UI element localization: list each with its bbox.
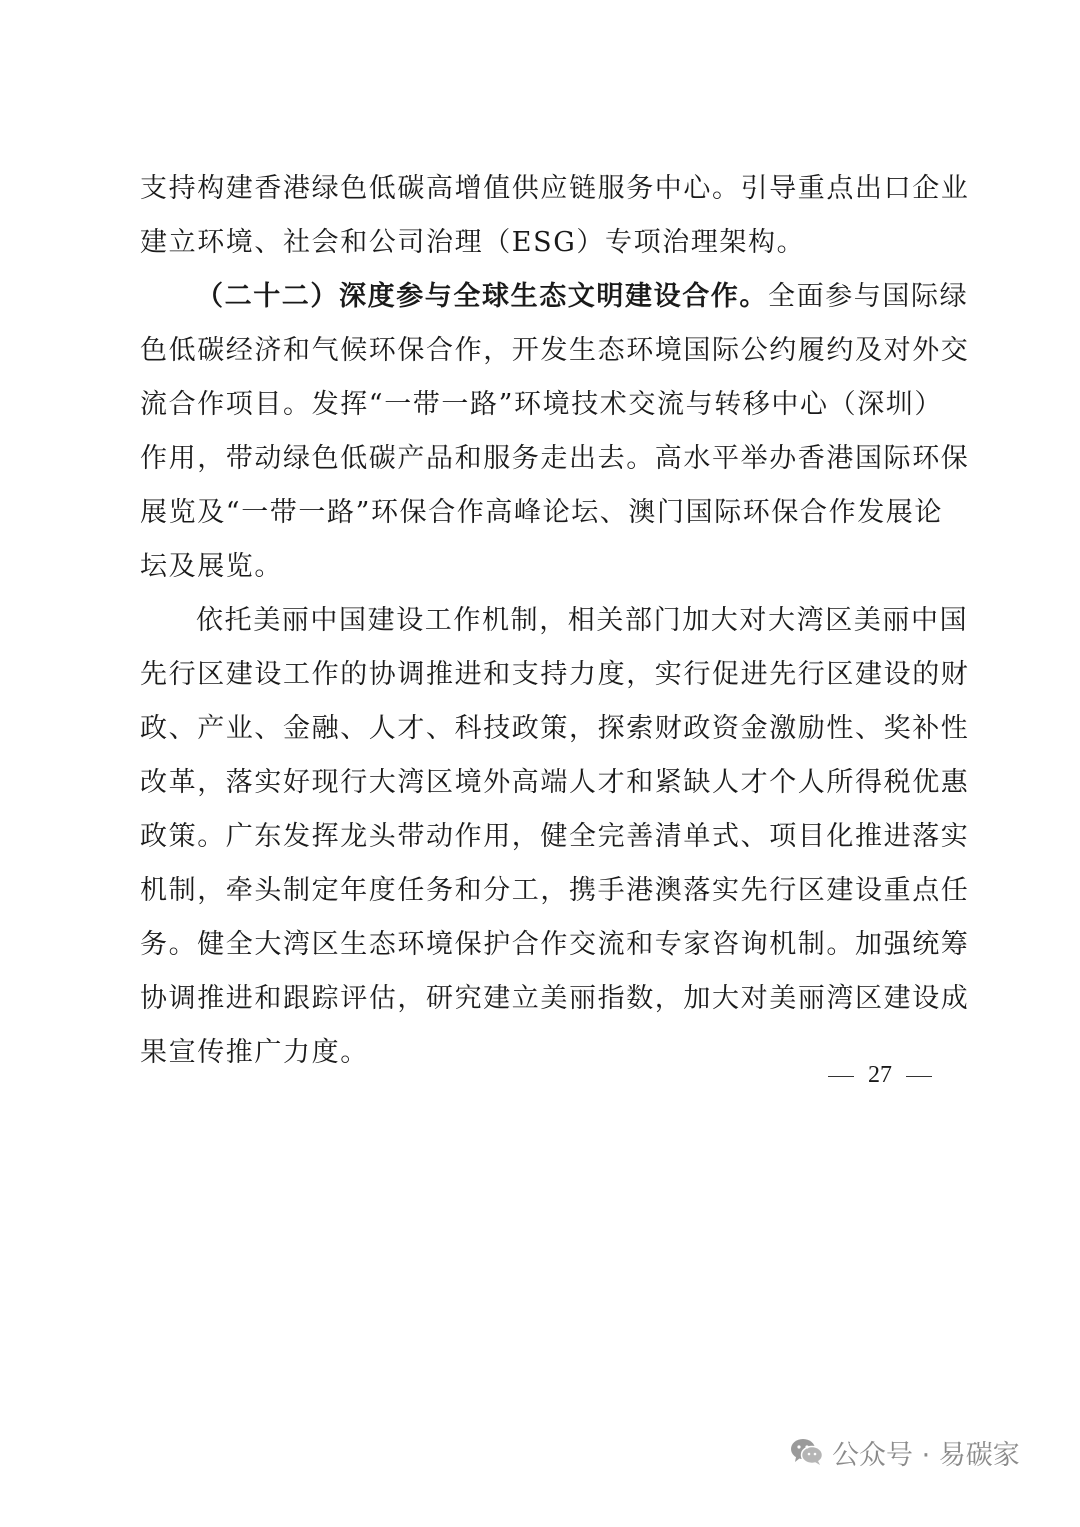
text-line bbox=[140, 270, 969, 324]
text-line: 支持构建香港绿色低碳高增值供应链服务中心。引导重点出口企业 bbox=[140, 173, 970, 204]
text-line: 改革，落实好现行大湾区境外高端人才和紧缺人才个人所得税优惠 bbox=[140, 767, 970, 798]
watermark bbox=[790, 1432, 1020, 1472]
wechat-icon bbox=[790, 1437, 824, 1467]
text-line: 政策。广东发挥龙头带动作用，健全完善清单式、项目化推进落实 bbox=[140, 821, 970, 852]
paragraph-implementation bbox=[140, 594, 970, 1080]
text-line: 机制，牵头制定年度任务和分工，携手港澳落实先行区建设重点任 bbox=[140, 875, 970, 906]
text-line: 展览及“一带一路”环保合作高峰论坛、澳门国际环保合作发展论 bbox=[140, 497, 944, 528]
text-line: 务。健全大湾区生态环境保护合作交流和专家咨询机制。加强统筹 bbox=[140, 929, 970, 960]
text-line: 先行区建设工作的协调推进和支持力度，实行促进先行区建设的财 bbox=[140, 659, 970, 690]
text-line: 建立环境、社会和公司治理（ESG）专项治理架构。 bbox=[140, 227, 806, 258]
text-line bbox=[140, 594, 969, 648]
watermark-text: 公众号 · 易碳家 bbox=[832, 1439, 1020, 1471]
page-number-dash-left bbox=[828, 1076, 854, 1078]
text-line: 政、产业、金融、人才、科技政策，探索财政资金激励性、奖补性 bbox=[140, 713, 970, 744]
page-number-dash-right bbox=[906, 1076, 932, 1078]
page-number-value: 27 bbox=[868, 1062, 892, 1088]
text-line: 色低碳经济和气候环保合作，开发生态环境国际公约履约及对外交 bbox=[140, 335, 970, 366]
section-heading: （二十二）深度参与全球生态文明建设合作。 bbox=[196, 281, 768, 312]
text-line: 流合作项目。发挥“一带一路”环境技术交流与转移中心（深圳） bbox=[140, 389, 944, 420]
text-line: 坛及展览。 bbox=[140, 551, 283, 582]
text-line: 协调推进和跟踪评估，研究建立美丽指数，加大对美丽湾区建设成 bbox=[140, 983, 970, 1014]
text-line: 果宣传推广力度。 bbox=[140, 1037, 369, 1068]
paragraph-section-22 bbox=[140, 270, 970, 594]
heading-line-rest: 全面参与国际绿 bbox=[768, 281, 969, 312]
paragraph-first-line: 依托美丽中国建设工作机制，相关部门加大对大湾区美丽中国 bbox=[196, 605, 969, 636]
paragraph-continued bbox=[140, 162, 970, 270]
text-line: 作用，带动绿色低碳产品和服务走出去。高水平举办香港国际环保 bbox=[140, 443, 970, 474]
page-number bbox=[828, 1057, 948, 1093]
